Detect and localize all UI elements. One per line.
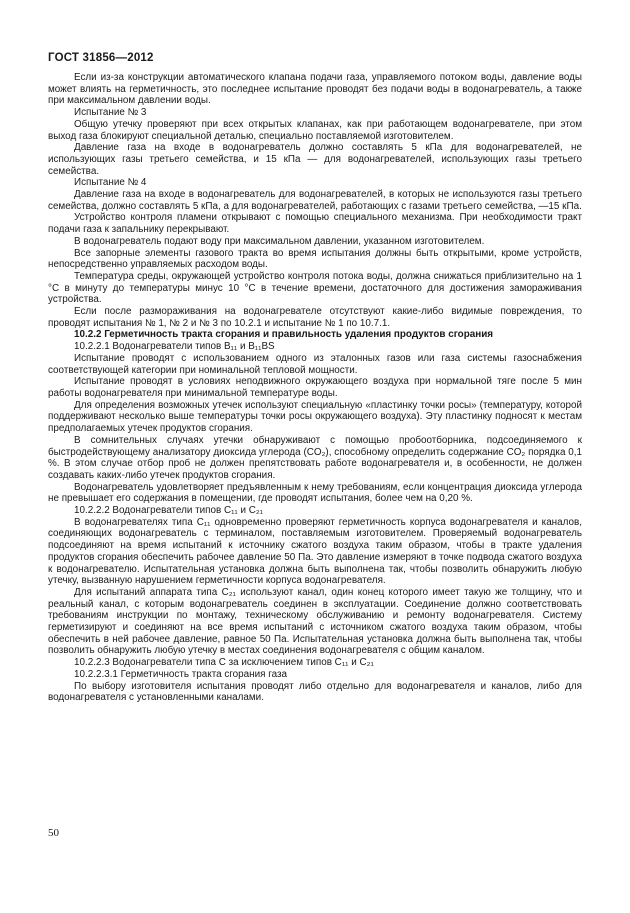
paragraph: Общую утечку проверяют при всех открытых клапанах, как при работающем водонагревателе, при этом выход газа блокируют специальной деталью, специально поставляемой изготовителем.: [48, 118, 582, 142]
paragraph: Давление газа на входе в водонагреватель должно составлять 5 кПа для водонагревателей, не использующих газы третьего семейства, и 15 кПа — для водонагревателей, использующих газы третьего семейства.: [48, 142, 582, 177]
paragraph: Испытание проводят с использованием одного из эталонных газов или газа системы газоснабжения соответствующей категории при номинальной тепловой мощности.: [48, 352, 582, 376]
document-body: [48, 72, 582, 704]
paragraph: 10.2.2.2 Водонагреватели типов C₁₁ и C₂₁: [74, 505, 264, 517]
paragraph: Если после размораживания на водонагревателе отсутствуют какие-либо видимые повреждения, то проводят испытания № 1, № 2 и № 3 по 10.2.1 и испытание № 1 по 10.7.1.: [48, 306, 582, 329]
paragraph: Все запорные элементы газового тракта во время испытания должны быть открытыми, кроме устройств, непосредственно управляемых расходом воды.: [48, 247, 582, 271]
paragraph: Устройство контроля пламени открывают с помощью специального механизма. При необходимости тракт подачи газа к запальнику перекрывают.: [48, 212, 582, 236]
paragraph: В сомнительных случаях утечки обнаруживают с помощью пробоотборника, подсоединяемого к быстродействующему анализатору диоксида углерода (CO₂), способному определить содержание CO₂ порядка 0,1 %. В этом случае отбор проб не должен препятствовать работе водонагревателя и, в особенности, не должен создавать каких-либо утечек продуктов сгорания.: [48, 434, 582, 481]
paragraph: Испытание № 3: [74, 107, 147, 119]
paragraph: В водонагревателях типа C₁₁ одновременно проверяют герметичность корпуса водонагревателя и каналов, соединяющих водонагреватель с терминалом, поставляемым изготовителем. Проверяемый водонагреватель подсоединяют на время испытаний к источнику сжатого воздуха таким образом, чтобы в тракте удаления продуктов сгорания обеспечить рабочее давление 50 Па. Это давление измеряют в точке подвода сжатого воздуха к водонагревателю. Испытательная установка должна быть выполнена так, чтобы позволить обнаружить любую утечку, вызванную нарушением герметичности корпуса водонагревателя.: [48, 516, 582, 587]
section-heading: 10.2.2 Герметичность тракта сгорания и правильность удаления продуктов сгорания: [74, 329, 494, 341]
paragraph: Если из-за конструкции автоматического клапана подачи газа, управляемого потоком воды, давление воды может влиять на герметичность, это последнее испытание проводят без подачи воды в водонагреватель, а также при максимальном давлении воды.: [48, 72, 582, 107]
document-header: ГОСТ 31856—2012: [48, 52, 154, 64]
paragraph: Испытание проводят в условиях неподвижного окружающего воздуха при нормальной тяге после 5 мин работы водонагревателя при минимальной температуре воды.: [48, 376, 582, 399]
paragraph: 10.2.2.3 Водонагреватели типа C за исключением типов C₁₁ и C₂₁: [74, 657, 374, 669]
paragraph: Для испытаний аппарата типа C₂₁ используют канал, один конец которого имеет такую же толщину, что и реальный канал, с которым водонагреватель соединен в эксплуатации. Соединение должно соответствовать требованиям инструкции по монтажу, техническому обслуживанию и ремонту водонагревателя. Систему герметизируют и соединяют на все время испытаний с источником сжатого воздуха таким образом, чтобы обеспечить в ней рабочее давление, равное 50 Па. Испытательная установка должна быть выполнена так, чтобы позволить обнаружить любую утечку в местах соединения водонагревателя с общим каналом.: [48, 586, 582, 657]
paragraph: Испытание № 4: [74, 177, 147, 189]
paragraph: 10.2.2.3.1 Герметичность тракта сгорания газа: [74, 668, 287, 680]
paragraph: Для определения возможных утечек используют специальную «пластинку точки росы» (температуру, которой поддерживают несколько выше температуры точки росы окружающего воздуха). Эту пластинку подносят к местам предполагаемых утечек продуктов сгорания.: [48, 399, 582, 435]
paragraph: Давление газа на входе в водонагреватель для водонагревателей, в которых не используются газы третьего семейства, должно составлять 5 кПа, а для водонагревателей, работающих с газами третьего семейства, —15 кПа.: [48, 189, 582, 212]
paragraph: Температура среды, окружающей устройство контроля потока воды, должна снижаться приблизительно на 1 °С в минуту до температуры минус 10 °С в течение времени, достаточного для достижения замораживания устройства.: [48, 270, 582, 306]
paragraph: Водонагреватель удовлетворяет предъявленным к нему требованиям, если концентрация диоксида углерода не превышает его содержания в помещении, где проводят испытания, более чем на 0,20 %.: [48, 481, 582, 505]
paragraph: 10.2.2.1 Водонагреватели типов B₁₁ и B₁₁BS: [74, 341, 275, 353]
paragraph: По выбору изготовителя испытания проводят либо отдельно для водонагревателя и каналов, либо для водонагревателя с установленными каналами.: [48, 680, 582, 704]
paragraph: В водонагреватель подают воду при максимальном давлении, указанном изготовителем.: [74, 235, 485, 247]
page-number: 50: [48, 827, 59, 839]
